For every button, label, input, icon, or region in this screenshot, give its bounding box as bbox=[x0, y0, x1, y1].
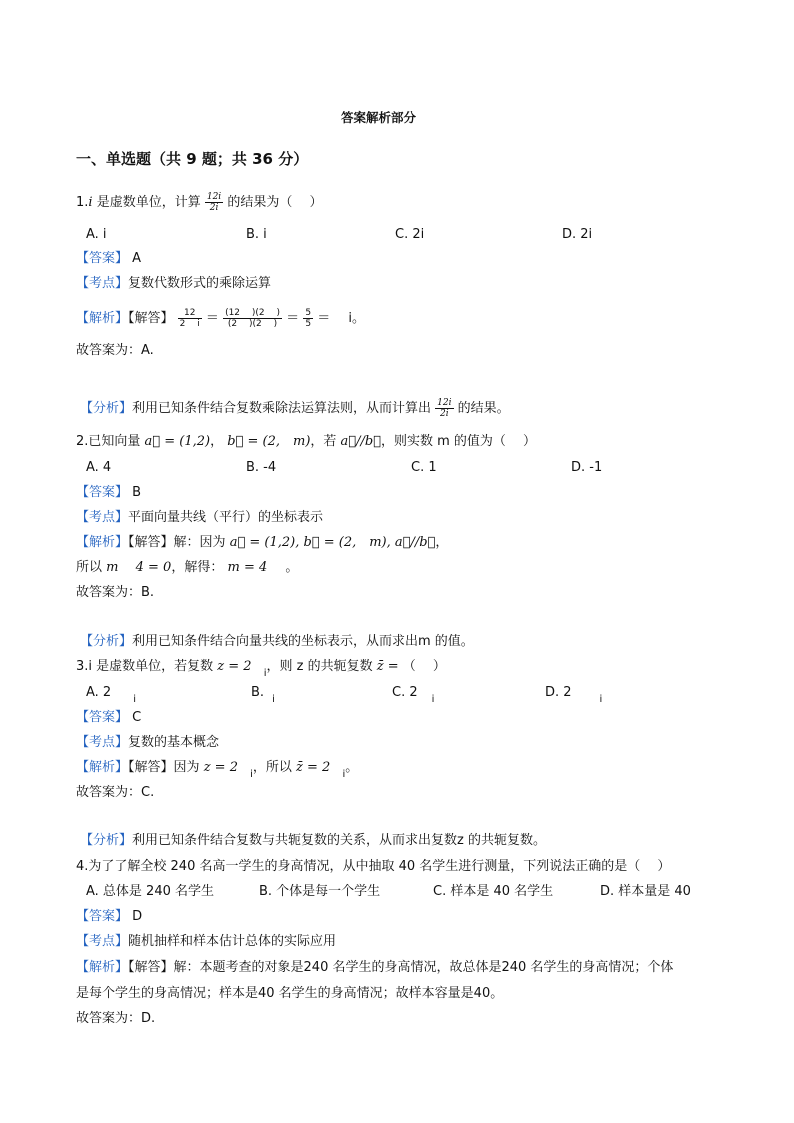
q1-summary-post: 的结果。 bbox=[457, 401, 510, 416]
q3-sol-end: 。 bbox=[345, 760, 359, 775]
q4-answer: D bbox=[132, 909, 143, 924]
q3-summary-line bbox=[80, 833, 546, 849]
q2-sol-line2 bbox=[76, 560, 298, 576]
q1-point: 复数代数形式的乘除运算 bbox=[128, 276, 272, 291]
q1-option-c: C. 2i bbox=[395, 227, 425, 242]
q2-parallel: a⃗//b⃗ bbox=[340, 434, 381, 449]
summary-tag: 【分析】 bbox=[80, 401, 133, 416]
solution-tag: 【解答】 bbox=[128, 960, 174, 975]
q3-option-b-label: B. bbox=[251, 685, 265, 700]
q1-option-a: A. i bbox=[86, 227, 107, 242]
q4-point-line bbox=[76, 934, 336, 950]
q1-expr-b-den: (2 )(2 ) bbox=[227, 319, 278, 329]
q1-analysis-line bbox=[76, 308, 365, 329]
q2-sep1: ， bbox=[210, 434, 224, 449]
q2-line2-math2: m = 4 bbox=[227, 560, 268, 575]
q3-stem-post: （ ） bbox=[402, 659, 446, 674]
q1-stem-post: 的结果为（ ） bbox=[227, 195, 323, 210]
q3-option-b-i: i bbox=[272, 694, 275, 705]
q1-expr-b-num: (12 )(2 ) bbox=[225, 308, 281, 318]
q1-stem-var: i bbox=[88, 195, 93, 210]
point-tag: 【考点】 bbox=[76, 510, 129, 525]
q1-stem bbox=[76, 192, 322, 213]
q2-sol-pre: 解：因为 bbox=[173, 535, 226, 550]
q2-line2-math1: m 4 = 0 bbox=[106, 560, 172, 575]
q1-expr-frac-c bbox=[303, 308, 313, 329]
q3-answer: C bbox=[132, 710, 142, 725]
q2-vector-a: a⃗ = (1,2) bbox=[144, 434, 211, 449]
q1-option-d: D. 2i bbox=[562, 227, 593, 242]
answer-tag: 【答案】 bbox=[76, 251, 129, 266]
point-tag: 【考点】 bbox=[76, 735, 129, 750]
analysis-tag: 【解析】 bbox=[76, 311, 129, 326]
q3-option-d-label: D. 2 bbox=[545, 685, 572, 700]
q3-option-d-i: i bbox=[599, 694, 603, 705]
q4-option-b: B. 个体是每一个学生 bbox=[259, 884, 381, 899]
q2-answer-line bbox=[76, 485, 141, 501]
q4-option-d: D. 样本量是 40 bbox=[600, 884, 691, 899]
q1-expr-eq2: ＝ bbox=[286, 311, 300, 326]
q2-summary: 利用已知条件结合向量共线的坐标表示，从而求出m 的值。 bbox=[132, 634, 474, 649]
q3-option-c-i: i bbox=[431, 694, 435, 705]
analysis-tag: 【解析】 bbox=[76, 960, 129, 975]
q1-conclusion: 故答案为：A. bbox=[76, 343, 154, 358]
q2-sep2: ，若 bbox=[310, 434, 337, 449]
q3-sol-zbar: z̄ = 2 bbox=[296, 760, 331, 775]
q3-point: 复数的基本概念 bbox=[128, 735, 220, 750]
q2-vector-b: b⃗ = (2, m) bbox=[227, 434, 311, 449]
q1-expr-a-num: 12 bbox=[178, 308, 202, 319]
q3-sol-z-i: i bbox=[250, 769, 253, 780]
q3-option-a bbox=[86, 685, 136, 705]
q1-point-line bbox=[76, 276, 271, 292]
q2-summary-line bbox=[80, 634, 474, 650]
q2-point-line bbox=[76, 510, 323, 526]
q4-point: 随机抽样和样本估计总体的实际应用 bbox=[128, 934, 337, 949]
q4-stem: 4.为了了解全校 240 名高一学生的身高情况，从中抽取 40 名学生进行测量，下列说法正确的是（ ） bbox=[76, 859, 671, 874]
q1-summary-num: 12i bbox=[437, 398, 452, 408]
q3-zbar: z̄ = bbox=[376, 659, 399, 674]
q1-expr-eq1: ＝ bbox=[205, 311, 219, 326]
q3-stem bbox=[76, 659, 446, 679]
q4-sol-line2: 是每个学生的身高情况；样本是40 名学生的身高情况；故样本容量是40。 bbox=[76, 986, 504, 1001]
section-heading: 一、单选题（共 9 题；共 36 分） bbox=[76, 150, 309, 168]
q2-stem bbox=[76, 434, 536, 450]
solution-tag: 【解答】 bbox=[128, 535, 174, 550]
summary-tag: 【分析】 bbox=[80, 833, 133, 848]
q1-summary-frac bbox=[435, 398, 453, 419]
q3-summary: 利用已知条件结合复数与共轭复数的关系，从而求出复数z 的共轭复数。 bbox=[132, 833, 546, 848]
q3-sol-mid: ，所以 bbox=[252, 760, 292, 775]
q2-stem-post: ，则实数 m 的值为（ ） bbox=[380, 434, 537, 449]
q2-point: 平面向量共线（平行）的坐标表示 bbox=[128, 510, 324, 525]
q4-answer-line bbox=[76, 909, 142, 925]
q1-stem-number: 1. bbox=[76, 195, 89, 210]
q2-stem-pre: 2.已知向量 bbox=[76, 434, 141, 449]
q1-expr-result: i bbox=[348, 311, 352, 326]
q3-option-b bbox=[251, 685, 275, 705]
q4-conclusion: 故答案为：D. bbox=[76, 1011, 156, 1026]
q2-option-d: D. -1 bbox=[571, 460, 603, 475]
q4-analysis-line bbox=[76, 960, 673, 976]
q3-option-c bbox=[392, 685, 435, 705]
q3-conclusion: 故答案为：C. bbox=[76, 785, 155, 800]
q2-option-b: B. -4 bbox=[246, 460, 277, 475]
q4-option-c: C. 样本是 40 名学生 bbox=[433, 884, 554, 899]
q1-stem-mid: 是虚数单位，计算 bbox=[92, 195, 201, 210]
q2-conclusion: 故答案为：B. bbox=[76, 585, 155, 600]
q2-line2-pre: 所以 bbox=[76, 560, 103, 575]
q3-point-line bbox=[76, 735, 219, 751]
q2-line2-mid: ，解得： bbox=[171, 560, 224, 575]
q2-option-a: A. 4 bbox=[86, 460, 112, 475]
solution-tag: 【解答】 bbox=[128, 760, 174, 775]
analysis-tag: 【解析】 bbox=[76, 535, 129, 550]
q1-expr-end: 。 bbox=[351, 311, 365, 326]
summary-tag: 【分析】 bbox=[80, 634, 133, 649]
q3-sol-pre: 因为 bbox=[173, 760, 200, 775]
q3-answer-line bbox=[76, 710, 141, 726]
q3-option-d bbox=[545, 685, 603, 705]
q1-expr-frac-b bbox=[223, 308, 282, 329]
q2-option-c: C. 1 bbox=[411, 460, 437, 475]
solution-tag: 【解答】 bbox=[128, 311, 174, 326]
point-tag: 【考点】 bbox=[76, 276, 129, 291]
q1-expr-c-den: 5 bbox=[305, 319, 312, 329]
q1-expr-eq3: ＝ bbox=[317, 311, 331, 326]
answer-tag: 【答案】 bbox=[76, 909, 129, 924]
q1-option-b: B. i bbox=[246, 227, 267, 242]
q1-answer: A bbox=[132, 251, 142, 266]
q2-line2-end: 。 bbox=[285, 560, 299, 575]
q1-answer-line bbox=[76, 251, 141, 267]
point-tag: 【考点】 bbox=[76, 934, 129, 949]
q1-frac-den: 2i bbox=[209, 203, 219, 213]
answer-tag: 【答案】 bbox=[76, 710, 129, 725]
q3-option-a-i: i bbox=[133, 694, 136, 705]
q3-sol-z: z = 2 bbox=[203, 760, 238, 775]
q1-expr-a-den: 2 i bbox=[179, 319, 200, 329]
q3-stem-mid: ，则 z 的共轭复数 bbox=[266, 659, 373, 674]
q4-option-a: A. 总体是 240 名学生 bbox=[86, 884, 215, 899]
answer-tag: 【答案】 bbox=[76, 485, 129, 500]
q3-option-a-label: A. 2 bbox=[86, 685, 112, 700]
analysis-tag: 【解析】 bbox=[76, 760, 129, 775]
q1-expr-c-num: 5 bbox=[305, 308, 312, 318]
q1-stem-fraction bbox=[205, 192, 223, 213]
q1-summary-pre: 利用已知条件结合复数乘除法运算法则，从而计算出 bbox=[132, 401, 432, 416]
q2-sol-math: a⃗ = (1,2), b⃗ = (2, m), a⃗//b⃗ bbox=[229, 535, 436, 550]
q3-analysis-line bbox=[76, 760, 359, 780]
q1-summary-line bbox=[80, 398, 510, 419]
page-title: 答案解析部分 bbox=[341, 110, 417, 125]
q3-z-math: z = 2 bbox=[217, 659, 252, 674]
q3-option-c-label: C. 2 bbox=[392, 685, 418, 700]
q3-stem-pre: 3.i 是虚数单位，若复数 bbox=[76, 659, 214, 674]
q1-frac-num: 12i bbox=[206, 192, 222, 202]
q3-z-i: i bbox=[263, 668, 267, 679]
q4-sol-line1: 解：本题考查的对象是240 名学生的身高情况，故总体是240 名学生的身高情况；个体 bbox=[173, 960, 674, 975]
q1-summary-den: 2i bbox=[440, 409, 449, 419]
q1-expr-frac-a bbox=[178, 308, 202, 329]
q2-analysis-line bbox=[76, 535, 448, 551]
q2-sol-post: ， bbox=[435, 535, 449, 550]
q3-sol-zbar-i: i bbox=[342, 769, 346, 780]
q2-answer: B bbox=[132, 485, 142, 500]
